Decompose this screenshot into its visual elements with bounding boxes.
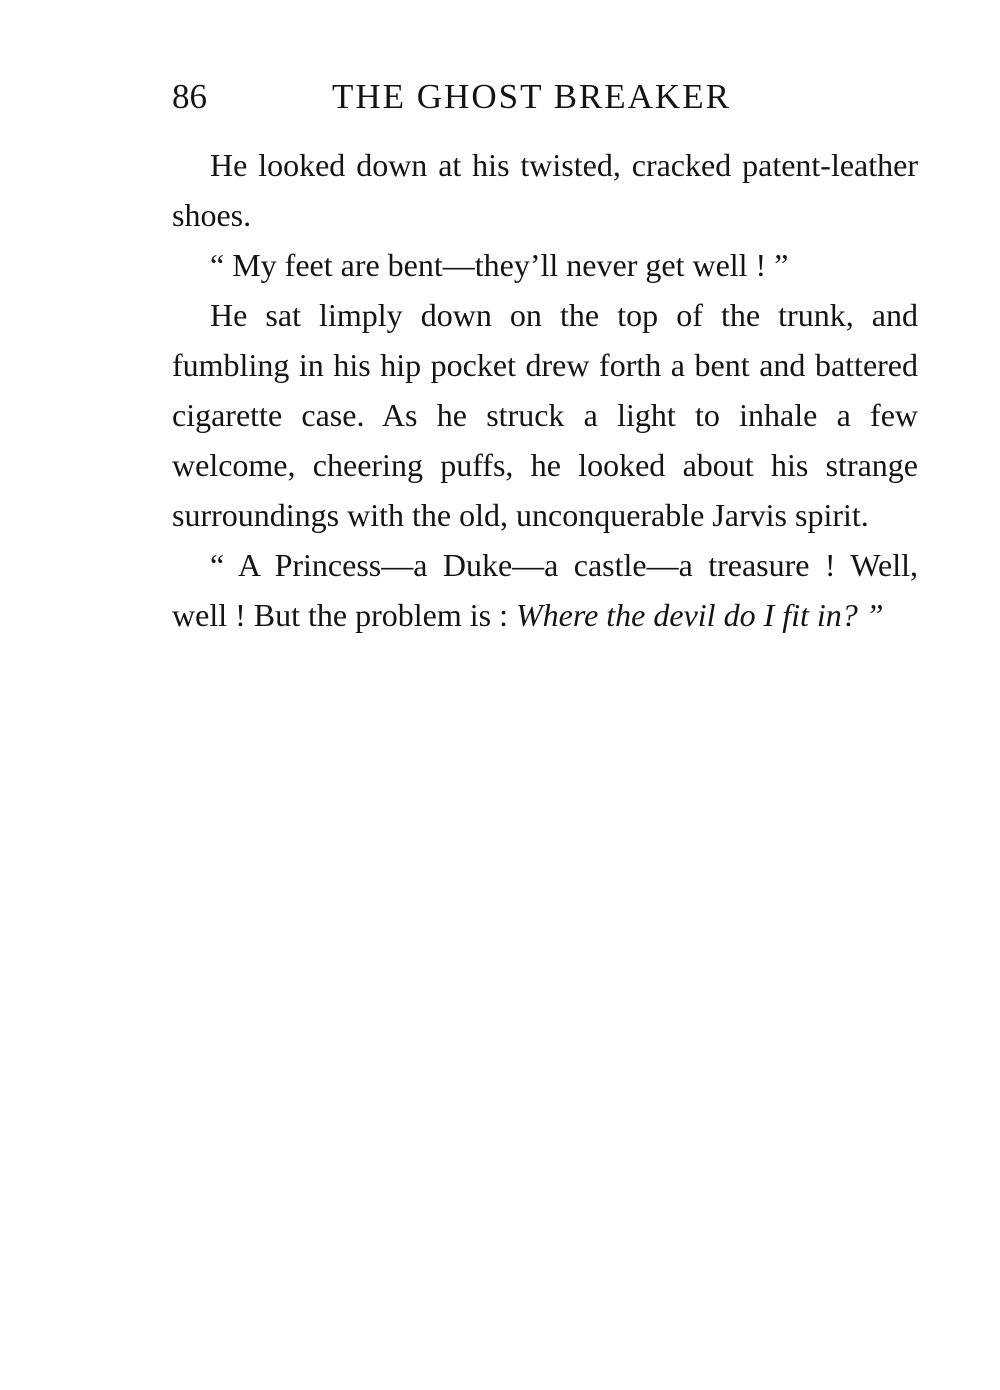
page-header — [172, 72, 918, 122]
paragraph-3: He sat limply down on the top of the trunk, and fumbling in his hip pocket drew forth a bent and battered cigarette case. As he struck a light to inhale a few welcome, cheering puffs, he looked about his strange surroundings with the old, unconquerable Jarvis spirit. — [172, 297, 918, 533]
running-title: THE GHOST BREAKER — [332, 77, 731, 116]
paragraph-4-italic: Where the devil do I fit in? ” — [515, 597, 884, 633]
paragraph-2: “ My feet are bent—they’ll never get well ! ” — [210, 247, 789, 283]
paragraph-4 — [172, 540, 918, 640]
paragraph-1: He looked down at his twisted, cracked patent-leather shoes. — [172, 147, 918, 233]
paragraph-4-plain: “ A Princess—a Duke—a castle—a treasure ! Well, well ! But the problem is : — [172, 547, 918, 633]
body-text — [172, 140, 918, 640]
page-number: 86 — [172, 77, 207, 116]
